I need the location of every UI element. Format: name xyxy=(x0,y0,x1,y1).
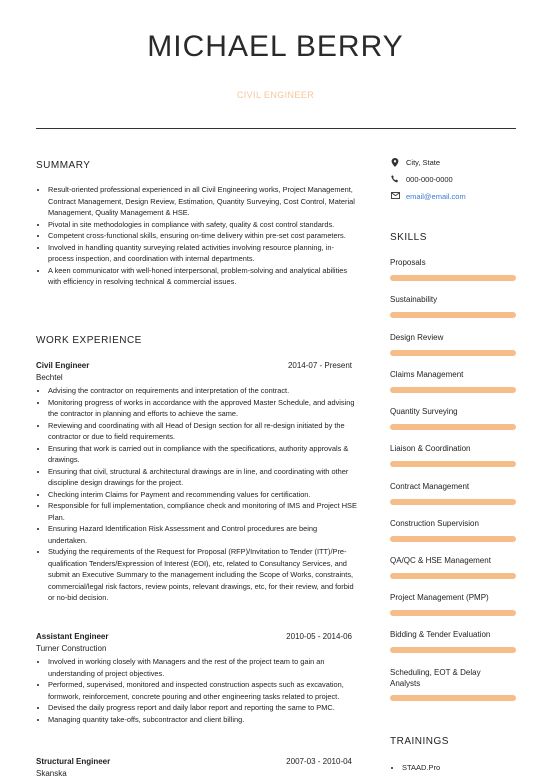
skill-level-bar xyxy=(390,610,516,616)
job-duty: • Ensuring that work is carried out in compliance with the specifications, authority approvals & drawings. xyxy=(48,443,358,466)
skill-level-bar xyxy=(390,536,516,542)
job-duty: • Involved in working closely with Managers and the rest of the project team to gain an understanding of project objectives. xyxy=(48,656,358,679)
summary-item: • Result-oriented professional experienced in all Civil Engineering works, Project Management, Contract Management, Design Review, Estimation, Quantity Surveying, Cost Control, Material Management, Quality Management & HSE. xyxy=(48,184,358,219)
work-experience-heading: WORK EXPERIENCE xyxy=(36,335,142,346)
job-title: Assistant Engineer xyxy=(36,632,109,641)
job-company: Bechtel xyxy=(36,373,63,382)
job-title: Civil Engineer xyxy=(36,361,90,370)
skill-level-bar xyxy=(390,387,516,393)
skill-name: Scheduling, EOT & Delay Analysts xyxy=(390,668,481,688)
job-entry xyxy=(36,757,354,781)
header-divider xyxy=(36,128,516,129)
skill-item xyxy=(390,482,516,505)
skill-name: Proposals xyxy=(390,258,426,267)
skill-item xyxy=(390,593,516,616)
trainings-list xyxy=(390,762,440,773)
skill-name: Liaison & Coordination xyxy=(390,444,471,453)
skill-name: Construction Supervision xyxy=(390,519,479,528)
job-duty: • Studying the requirements of the Request for Proposal (RFP)/Invitation to Tender (ITT)/Pre-qualification Tenders/Expression of Interest (EOI), etc, related to Consultancy Services, and submit an Executive Summary to the management including the Scope of Works, constraints, commercial/legal risk factors, review points, relevant drawings, etc, for their review, and forbid or no-bid decision. xyxy=(48,546,358,604)
skill-name: Design Review xyxy=(390,333,444,342)
job-duty: • Reviewing and coordinating with all Head of Design section for all re-design initiated by the contractor or due to field requirements. xyxy=(48,420,358,443)
skill-item xyxy=(390,295,516,318)
job-duties xyxy=(36,656,358,725)
skill-level-bar xyxy=(390,695,516,701)
job-company: Turner Construction xyxy=(36,644,107,653)
skill-name: Claims Management xyxy=(390,370,464,379)
job-duty: • Advising the contractor on requirements and interpretation of the contract. xyxy=(48,385,358,397)
training-item: • STAAD.Pro xyxy=(402,762,440,773)
contact-location xyxy=(390,158,520,172)
skill-level-fill xyxy=(390,350,516,356)
job-company: Skanska xyxy=(36,769,67,778)
job-duty: • Performed, supervised, monitored and inspected construction aspects such as excavation, formwork, reinforcement, concrete pouring and other engineering tasks related to project. xyxy=(48,679,358,702)
skill-level-bar xyxy=(390,275,516,281)
skill-name: Sustainability xyxy=(390,295,438,304)
job-entry xyxy=(36,361,357,604)
skill-item xyxy=(390,630,516,653)
skill-level-bar xyxy=(390,499,516,505)
candidate-name: MICHAEL BERRY xyxy=(147,30,404,63)
skill-item xyxy=(390,333,516,356)
job-duty: • Checking interim Claims for Payment and recommending values for certification. xyxy=(48,489,358,501)
skill-level-fill xyxy=(390,695,516,701)
trainings-heading: TRAININGS xyxy=(390,736,449,747)
job-duties xyxy=(36,385,358,604)
skill-level-bar xyxy=(390,461,516,467)
job-duty: • Managing quantity take-offs, subcontractor and client billing. xyxy=(48,714,358,726)
skill-level-fill xyxy=(390,610,516,616)
job-dates: 2007-03 - 2010-04 xyxy=(286,757,352,766)
phone-icon xyxy=(390,175,400,185)
summary-item: • A keen communicator with well-honed interpersonal, problem-solving and analytical abilities with efficiency in resolving technical & commercial issues. xyxy=(48,265,358,288)
skill-name: QA/QC & HSE Management xyxy=(390,556,491,565)
skill-name: Project Management (PMP) xyxy=(390,593,489,602)
skill-level-fill xyxy=(390,573,516,579)
skill-level-fill xyxy=(390,387,516,393)
skill-item xyxy=(390,407,516,430)
skill-item xyxy=(390,556,516,579)
job-entry xyxy=(36,632,354,725)
location-pin-icon xyxy=(390,158,400,169)
skill-item xyxy=(390,370,516,393)
job-duty: • Monitoring progress of works in accordance with the approved Master Schedule, and advising the contractor in planning and efforts to achieve the same. xyxy=(48,397,358,420)
skill-level-fill xyxy=(390,424,516,430)
candidate-role: CIVIL ENGINEER xyxy=(236,90,315,100)
skill-level-bar xyxy=(390,573,516,579)
contact-phone xyxy=(390,175,520,189)
skill-level-bar xyxy=(390,350,516,356)
skill-level-fill xyxy=(390,312,516,318)
job-dates: 2014-07 - Present xyxy=(287,361,352,370)
job-dates: 2010-05 - 2014-06 xyxy=(286,632,352,641)
skill-level-fill xyxy=(390,499,516,505)
skill-level-bar xyxy=(390,647,516,653)
job-title: Structural Engineer xyxy=(36,757,111,766)
skill-name: Bidding & Tender Evaluation xyxy=(390,630,491,639)
skill-item xyxy=(390,668,516,701)
skill-level-bar xyxy=(390,312,516,318)
skill-level-fill xyxy=(390,647,516,653)
skill-level-bar xyxy=(390,424,516,430)
summary-item: • Pivotal in site methodologies in compliance with safety, quality & cost control standards. xyxy=(48,219,358,231)
contact-block xyxy=(390,158,520,206)
contact-email[interactable] xyxy=(390,192,520,206)
skill-level-fill xyxy=(390,461,516,467)
location-text: City, State xyxy=(406,158,441,167)
job-duty: • Ensuring that civil, structural & architectural drawings are in line, and coordinating with other discipline design drawings for the project. xyxy=(48,466,358,489)
email-link[interactable]: email@email.com xyxy=(406,192,466,201)
job-duty: • Responsible for full implementation, compliance check and monitoring of IMS and Project HSE Plan. xyxy=(48,500,358,523)
skill-name: Quantity Surveying xyxy=(390,407,458,416)
job-duty: • Ensuring Hazard Identification Risk Assessment and Control procedures are being undertaken. xyxy=(48,523,358,546)
summary-item: • Involved in handling quantity surveying related activities involving resource planning, in-process inspection, and coordination with internal departments. xyxy=(48,242,358,265)
skill-item xyxy=(390,258,516,281)
skill-level-fill xyxy=(390,536,516,542)
skill-name: Contract Management xyxy=(390,482,470,491)
summary-heading: SUMMARY xyxy=(36,160,91,171)
skills-heading: SKILLS xyxy=(390,232,427,243)
phone-text: 000-000-0000 xyxy=(406,175,453,184)
job-duty: • Devised the daily progress report and daily labor report and reporting the same to PMC. xyxy=(48,702,358,714)
summary-item: • Competent cross-functional skills, ensuring on-time delivery within pre-set cost parameters. xyxy=(48,230,358,242)
skill-level-fill xyxy=(390,275,516,281)
envelope-icon xyxy=(390,192,400,201)
summary-list xyxy=(36,184,358,288)
skill-item xyxy=(390,444,516,467)
skill-item xyxy=(390,519,516,542)
